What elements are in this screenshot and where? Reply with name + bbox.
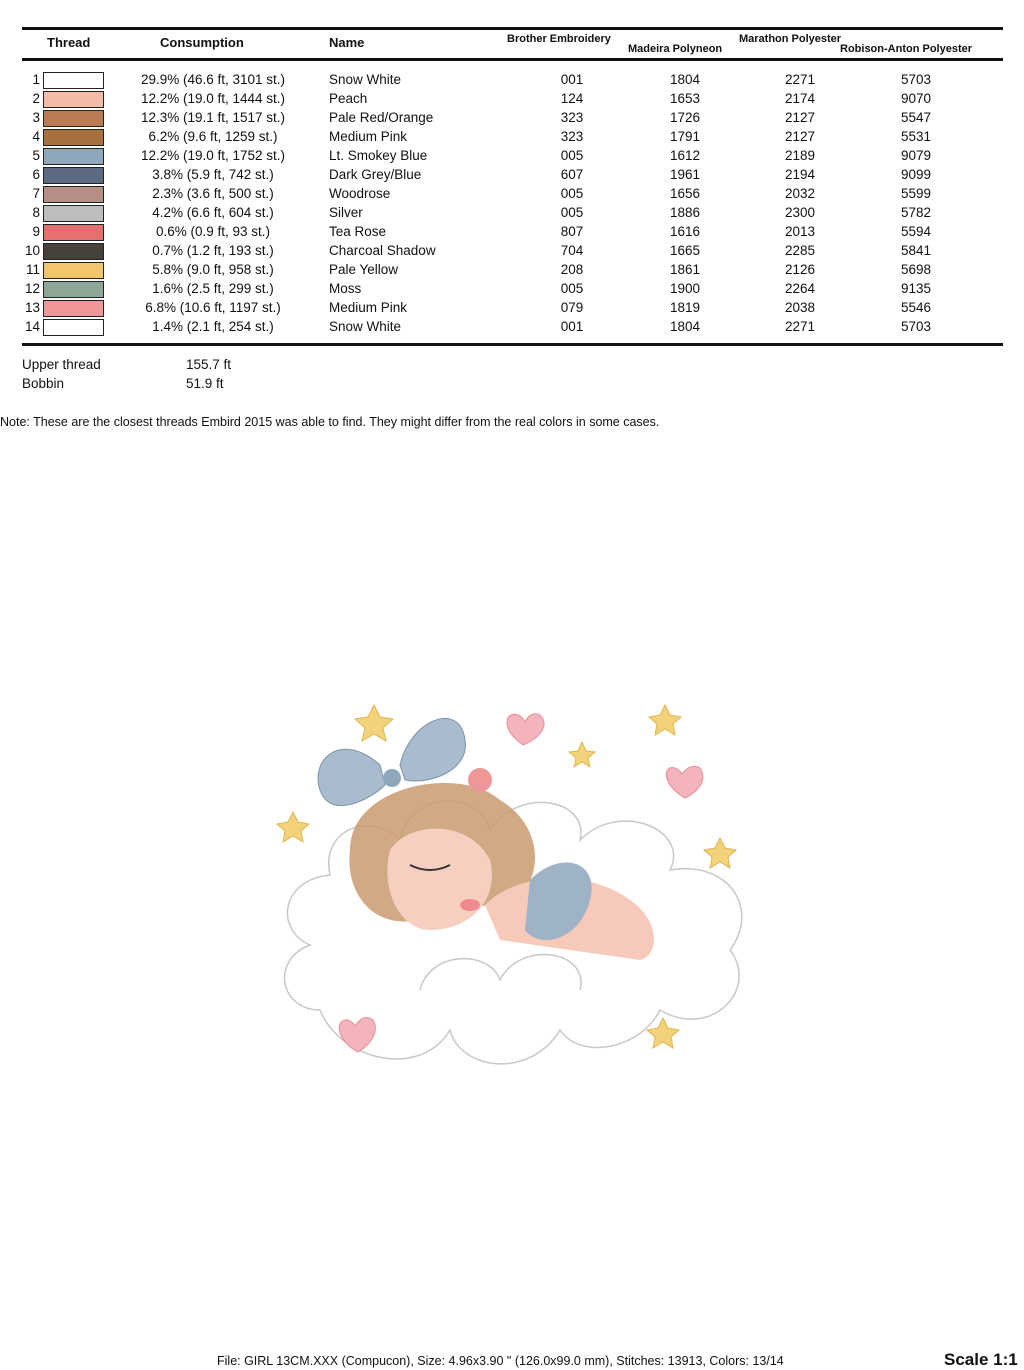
thread-row <box>0 279 1024 298</box>
thread-consumption: 2.3% (3.6 ft, 500 st.) <box>152 186 274 201</box>
thread-color-swatch <box>43 129 104 146</box>
thread-number: 10 <box>24 243 40 258</box>
thread-name: Tea Rose <box>329 224 387 239</box>
thread-name: Pale Yellow <box>329 262 399 277</box>
robison-code: 5531 <box>900 129 932 144</box>
robison-code: 5599 <box>900 186 932 201</box>
brother-code: 807 <box>560 224 584 239</box>
madeira-code: 1791 <box>669 129 701 144</box>
brother-code: 124 <box>560 91 584 106</box>
thread-color-swatch <box>43 205 104 222</box>
thread-color-swatch <box>43 224 104 241</box>
thread-number: 12 <box>24 281 40 296</box>
thread-name: Medium Pink <box>329 300 408 315</box>
brother-code: 323 <box>560 129 584 144</box>
brother-code: 001 <box>560 72 584 87</box>
file-info: File: GIRL 13CM.XXX (Compucon), Size: 4.96x3.90 " (126.0x99.0 mm), Stitches: 13913, Colors: 13/14 <box>217 1354 784 1368</box>
brother-code: 079 <box>560 300 584 315</box>
marathon-code: 2032 <box>784 186 816 201</box>
robison-code: 5703 <box>900 72 932 87</box>
robison-code: 9135 <box>900 281 932 296</box>
madeira-code: 1653 <box>669 91 701 106</box>
madeira-code: 1804 <box>669 319 701 334</box>
robison-code: 9079 <box>900 148 932 163</box>
thread-row <box>0 127 1024 146</box>
thread-row <box>0 108 1024 127</box>
thread-number: 8 <box>32 205 40 220</box>
robison-code: 5698 <box>900 262 932 277</box>
bobbin-value: 51.9 ft <box>186 376 224 391</box>
brother-code: 001 <box>560 319 584 334</box>
thread-number: 6 <box>32 167 40 182</box>
thread-color-swatch <box>43 110 104 127</box>
thread-consumption: 6.2% (9.6 ft, 1259 st.) <box>148 129 278 144</box>
thread-row <box>0 184 1024 203</box>
robison-code: 5547 <box>900 110 932 125</box>
thread-consumption: 6.8% (10.6 ft, 1197 st.) <box>145 300 281 315</box>
embroidery-design-preview <box>260 690 770 1090</box>
header-consumption: Consumption <box>160 35 244 50</box>
table-top-rule <box>22 27 1003 30</box>
madeira-code: 1726 <box>669 110 701 125</box>
brother-code: 005 <box>560 205 584 220</box>
madeira-code: 1861 <box>669 262 701 277</box>
brother-code: 208 <box>560 262 584 277</box>
header-bottom-rule <box>22 58 1003 61</box>
thread-row <box>0 146 1024 165</box>
thread-color-swatch <box>43 72 104 89</box>
robison-code: 9099 <box>900 167 932 182</box>
thread-consumption: 12.2% (19.0 ft, 1752 st.) <box>140 148 286 163</box>
thread-color-swatch <box>43 91 104 108</box>
marathon-code: 2127 <box>784 110 816 125</box>
marathon-code: 2271 <box>784 319 816 334</box>
marathon-code: 2194 <box>784 167 816 182</box>
thread-row <box>0 241 1024 260</box>
marathon-code: 2189 <box>784 148 816 163</box>
thread-color-swatch <box>43 262 104 279</box>
header-brother: Brother Embroidery <box>507 33 611 45</box>
marathon-code: 2174 <box>784 91 816 106</box>
madeira-code: 1961 <box>669 167 701 182</box>
marathon-code: 2271 <box>784 72 816 87</box>
thread-color-swatch <box>43 167 104 184</box>
thread-color-swatch <box>43 300 104 317</box>
upper-thread-label: Upper thread <box>22 357 101 372</box>
marathon-code: 2126 <box>784 262 816 277</box>
thread-consumption: 0.7% (1.2 ft, 193 st.) <box>152 243 274 258</box>
thread-row <box>0 298 1024 317</box>
thread-consumption: 5.8% (9.0 ft, 958 st.) <box>152 262 274 277</box>
thread-row <box>0 260 1024 279</box>
madeira-code: 1656 <box>669 186 701 201</box>
thread-number: 3 <box>32 110 40 125</box>
thread-number: 1 <box>32 72 40 87</box>
thread-name: Charcoal Shadow <box>329 243 436 258</box>
thread-color-swatch <box>43 319 104 336</box>
madeira-code: 1804 <box>669 72 701 87</box>
thread-name: Snow White <box>329 72 402 87</box>
thread-row <box>0 89 1024 108</box>
header-madeira: Madeira Polyneon <box>628 43 723 55</box>
madeira-code: 1612 <box>669 148 701 163</box>
thread-name: Moss <box>329 281 362 296</box>
thread-color-swatch <box>43 243 104 260</box>
thread-name: Medium Pink <box>329 129 408 144</box>
brother-code: 607 <box>560 167 584 182</box>
thread-number: 13 <box>24 300 40 315</box>
robison-code: 5782 <box>900 205 932 220</box>
thread-number: 11 <box>25 262 40 277</box>
thread-row <box>0 70 1024 89</box>
upper-thread-value: 155.7 ft <box>186 357 232 372</box>
marathon-code: 2127 <box>784 129 816 144</box>
thread-consumption: 1.4% (2.1 ft, 254 st.) <box>152 319 274 334</box>
marathon-code: 2013 <box>784 224 816 239</box>
madeira-code: 1819 <box>669 300 701 315</box>
thread-number: 2 <box>32 91 40 106</box>
thread-number: 9 <box>32 224 40 239</box>
bobbin-label: Bobbin <box>22 376 65 391</box>
madeira-code: 1886 <box>669 205 701 220</box>
thread-color-swatch <box>43 281 104 298</box>
madeira-code: 1616 <box>669 224 701 239</box>
thread-name: Snow White <box>329 319 402 334</box>
robison-code: 5841 <box>900 243 932 258</box>
thread-number: 5 <box>32 148 40 163</box>
thread-name: Peach <box>329 91 368 106</box>
madeira-code: 1900 <box>669 281 701 296</box>
robison-code: 5546 <box>900 300 932 315</box>
thread-consumption: 4.2% (6.6 ft, 604 st.) <box>152 205 274 220</box>
thread-consumption: 3.8% (5.9 ft, 742 st.) <box>152 167 274 182</box>
thread-color-swatch <box>43 186 104 203</box>
header-marathon: Marathon Polyester <box>739 33 842 45</box>
thread-name: Woodrose <box>329 186 391 201</box>
header-thread: Thread <box>47 35 91 50</box>
madeira-code: 1665 <box>669 243 701 258</box>
note-text: Note: These are the closest threads Embird 2015 was able to find. They might differ from the real colors in some cases. <box>0 415 660 429</box>
thread-number: 7 <box>32 186 40 201</box>
thread-number: 4 <box>32 129 40 144</box>
scale-label: Scale 1:1 <box>944 1350 1018 1369</box>
thread-number: 14 <box>24 319 40 334</box>
thread-row <box>0 165 1024 184</box>
header-name: Name <box>329 35 365 50</box>
thread-name: Dark Grey/Blue <box>329 167 422 182</box>
thread-row <box>0 203 1024 222</box>
thread-row <box>0 317 1024 336</box>
marathon-code: 2264 <box>784 281 816 296</box>
marathon-code: 2285 <box>784 243 816 258</box>
thread-consumption: 12.3% (19.1 ft, 1517 st.) <box>140 110 286 125</box>
brother-code: 704 <box>560 243 584 258</box>
marathon-code: 2038 <box>784 300 816 315</box>
brother-code: 005 <box>560 148 584 163</box>
robison-code: 5703 <box>900 319 932 334</box>
thread-consumption: 1.6% (2.5 ft, 299 st.) <box>152 281 274 296</box>
thread-consumption: 12.2% (19.0 ft, 1444 st.) <box>140 91 286 106</box>
table-bottom-rule <box>22 343 1003 346</box>
brother-code: 005 <box>560 186 584 201</box>
thread-consumption: 29.9% (46.6 ft, 3101 st.) <box>140 72 286 87</box>
robison-code: 5594 <box>900 224 932 239</box>
header-robison: Robison-Anton Polyester <box>840 43 973 55</box>
thread-color-swatch <box>43 148 104 165</box>
thread-name: Lt. Smokey Blue <box>329 148 428 163</box>
thread-consumption: 0.6% (0.9 ft, 93 st.) <box>155 224 271 239</box>
thread-row <box>0 222 1024 241</box>
marathon-code: 2300 <box>784 205 816 220</box>
thread-name: Silver <box>329 205 363 220</box>
thread-name: Pale Red/Orange <box>329 110 434 125</box>
robison-code: 9070 <box>900 91 932 106</box>
brother-code: 005 <box>560 281 584 296</box>
brother-code: 323 <box>560 110 584 125</box>
